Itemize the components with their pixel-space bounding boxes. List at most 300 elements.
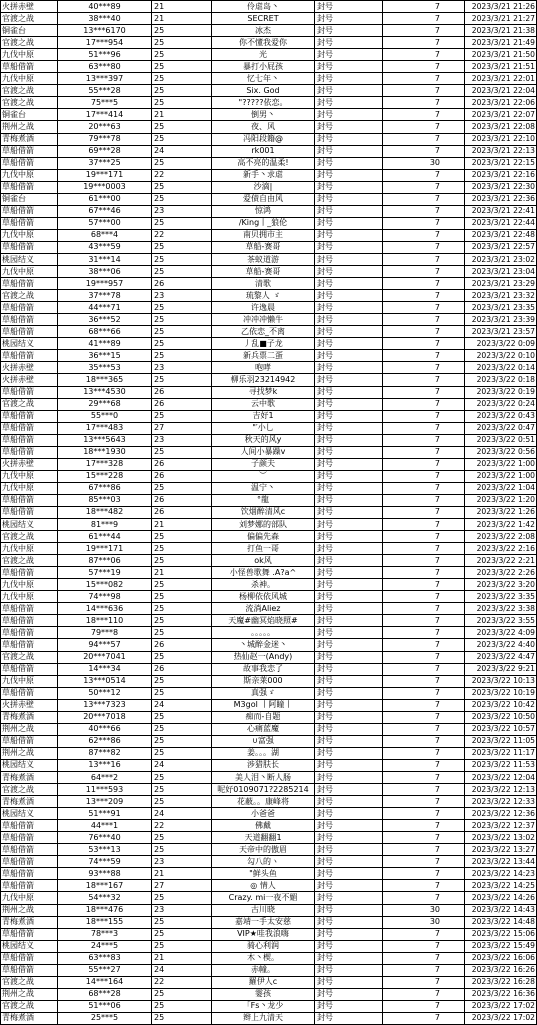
server-cell: 草船借箭 (1, 567, 58, 579)
timestamp-cell: 2023/3/22 14:23 (465, 868, 537, 880)
ban-days-cell: 7 (383, 97, 465, 109)
level-cell: 25 (152, 711, 212, 723)
status-cell: 封号 (315, 410, 383, 422)
server-cell: 九伐中原 (1, 470, 58, 482)
timestamp-cell: 2023/3/22 10:13 (465, 675, 537, 687)
timestamp-cell: 2023/3/21 23:02 (465, 253, 537, 265)
server-cell: 官渡之战 (1, 651, 58, 663)
level-cell: 25 (152, 651, 212, 663)
server-cell: 草船借箭 (1, 494, 58, 506)
server-cell: 火拼赤壁 (1, 458, 58, 470)
ban-days-cell: 7 (383, 169, 465, 181)
server-cell: 草船借箭 (1, 350, 58, 362)
ban-days-cell: 7 (383, 772, 465, 784)
server-cell: 九伐中原 (1, 266, 58, 278)
table-row (1, 832, 537, 844)
table-row (1, 121, 537, 133)
status-cell: 封号 (315, 928, 383, 940)
ban-days-cell: 7 (383, 759, 465, 771)
level-cell: 26 (152, 386, 212, 398)
level-cell: 23 (152, 290, 212, 302)
status-cell: 封号 (315, 519, 383, 531)
timestamp-cell: 2023/3/21 22:15 (465, 157, 537, 169)
level-cell: 25 (152, 253, 212, 265)
account-id-cell: 18***155 (58, 916, 152, 928)
table-row (1, 374, 537, 386)
table-row (1, 759, 537, 771)
ban-days-cell: 7 (383, 627, 465, 639)
level-cell: 27 (152, 422, 212, 434)
timestamp-cell: 2023/3/21 23:32 (465, 290, 537, 302)
nickname-cell: 花蔽。。康峰将 (212, 796, 315, 808)
account-id-cell: 36***15 (58, 350, 152, 362)
level-cell: 25 (152, 350, 212, 362)
server-cell: 荆州之战 (1, 121, 58, 133)
status-cell: 封号 (315, 37, 383, 49)
status-cell: 封号 (315, 398, 383, 410)
status-cell: 封号 (315, 506, 383, 518)
nickname-cell: 沙滴| (212, 181, 315, 193)
nickname-cell: 温宁丶 (212, 482, 315, 494)
server-cell: 官渡之战 (1, 531, 58, 543)
status-cell: 封号 (315, 494, 383, 506)
ban-days-cell: 7 (383, 639, 465, 651)
server-cell: 草船借箭 (1, 832, 58, 844)
table-row (1, 603, 537, 615)
ban-days-cell: 7 (383, 37, 465, 49)
ban-days-cell: 7 (383, 302, 465, 314)
nickname-cell: 热仙赵一(Andy) (212, 651, 315, 663)
server-cell: 草船借箭 (1, 181, 58, 193)
account-id-cell: 13***4530 (58, 386, 152, 398)
nickname-cell: 杀神。 (212, 579, 315, 591)
table-row (1, 844, 537, 856)
table-row (1, 326, 537, 338)
level-cell: 24 (152, 699, 212, 711)
ban-days-cell: 7 (383, 711, 465, 723)
ban-days-cell: 7 (383, 374, 465, 386)
account-id-cell: 55***27 (58, 964, 152, 976)
account-id-cell: 17***328 (58, 458, 152, 470)
account-id-cell: 36***52 (58, 314, 152, 326)
account-id-cell: 51***91 (58, 808, 152, 820)
nickname-cell: 光 (212, 49, 315, 61)
nickname-cell: 乙依恋_不离 (212, 326, 315, 338)
nickname-cell: 羅伊人c (212, 976, 315, 988)
server-cell: 火拼赤壁 (1, 374, 58, 386)
account-id-cell: 51***06 (58, 1000, 152, 1012)
table-row (1, 410, 537, 422)
nickname-cell: 倒男丶 (212, 109, 315, 121)
account-id-cell: 53***13 (58, 844, 152, 856)
account-id-cell: 87***06 (58, 555, 152, 567)
timestamp-cell: 2023/3/22 14:43 (465, 904, 537, 916)
table-row (1, 531, 537, 543)
server-cell: 草船借箭 (1, 735, 58, 747)
status-cell: 封号 (315, 193, 383, 205)
nickname-cell: 饮烟醉清风c (212, 506, 315, 518)
nickname-cell: 偏偏先森 (212, 531, 315, 543)
account-id-cell: 18***476 (58, 904, 152, 916)
ban-days-cell: 7 (383, 109, 465, 121)
server-cell: 草船借箭 (1, 326, 58, 338)
nickname-cell: 杨柳依依风城 (212, 591, 315, 603)
ban-days-cell: 7 (383, 723, 465, 735)
status-cell: 封号 (315, 145, 383, 157)
account-id-cell: 19***171 (58, 169, 152, 181)
level-cell: 25 (152, 555, 212, 567)
nickname-cell: 咆哮 (212, 362, 315, 374)
status-cell: 封号 (315, 820, 383, 832)
table-row (1, 169, 537, 181)
level-cell: 25 (152, 73, 212, 85)
account-id-cell: 64***2 (58, 772, 152, 784)
nickname-cell: 佛戴 (212, 820, 315, 832)
account-id-cell: 15***082 (58, 579, 152, 591)
timestamp-cell: 2023/3/22 10:42 (465, 699, 537, 711)
account-id-cell: 18***1930 (58, 446, 152, 458)
timestamp-cell: 2023/3/22 4:47 (465, 651, 537, 663)
account-id-cell: 24***5 (58, 940, 152, 952)
level-cell: 25 (152, 603, 212, 615)
timestamp-cell: 2023/3/21 23:57 (465, 326, 537, 338)
table-row (1, 302, 537, 314)
table-row (1, 37, 537, 49)
status-cell: 封号 (315, 157, 383, 169)
timestamp-cell: 2023/3/22 13:02 (465, 832, 537, 844)
nickname-cell: 小怪兽歌舞 .A?a^ (212, 567, 315, 579)
timestamp-cell: 2023/3/21 22:07 (465, 109, 537, 121)
ban-days-cell: 7 (383, 470, 465, 482)
status-cell: 封号 (315, 808, 383, 820)
level-cell: 25 (152, 97, 212, 109)
ban-days-cell: 7 (383, 350, 465, 362)
status-cell: 封号 (315, 446, 383, 458)
table-row (1, 928, 537, 940)
account-id-cell: 11***593 (58, 784, 152, 796)
status-cell: 封号 (315, 470, 383, 482)
table-row (1, 386, 537, 398)
table-row (1, 567, 537, 579)
table-row (1, 145, 537, 157)
table-row (1, 880, 537, 892)
timestamp-cell: 2023/3/22 1:00 (465, 470, 537, 482)
status-cell: 封号 (315, 880, 383, 892)
table-body (1, 1, 537, 1025)
status-cell: 封号 (315, 772, 383, 784)
ban-days-cell: 7 (383, 398, 465, 410)
ban-days-cell: 7 (383, 205, 465, 217)
status-cell: 封号 (315, 904, 383, 916)
timestamp-cell: 2023/3/22 1:20 (465, 494, 537, 506)
table-row (1, 470, 537, 482)
server-cell: 草船借箭 (1, 603, 58, 615)
table-row (1, 458, 537, 470)
status-cell: 封号 (315, 735, 383, 747)
ban-days-cell: 7 (383, 603, 465, 615)
status-cell: 封号 (315, 868, 383, 880)
level-cell: 25 (152, 85, 212, 97)
ban-days-cell: 7 (383, 253, 465, 265)
server-cell: 草船借箭 (1, 820, 58, 832)
level-cell: 26 (152, 398, 212, 410)
level-cell: 25 (152, 531, 212, 543)
ban-days-cell: 7 (383, 832, 465, 844)
table-row (1, 398, 537, 410)
account-id-cell: 13***5643 (58, 434, 152, 446)
level-cell: 25 (152, 543, 212, 555)
server-cell: 草船借箭 (1, 506, 58, 518)
table-row (1, 49, 537, 61)
table-row (1, 290, 537, 302)
nickname-cell: 故事我恋了 (212, 663, 315, 675)
level-cell: 25 (152, 326, 212, 338)
timestamp-cell: 2023/3/22 3:55 (465, 615, 537, 627)
status-cell: 封号 (315, 1000, 383, 1012)
timestamp-cell: 2023/3/22 15:49 (465, 940, 537, 952)
status-cell: 封号 (315, 615, 383, 627)
nickname-cell: 美人泪丶断人肠 (212, 772, 315, 784)
level-cell: 21 (152, 519, 212, 531)
timestamp-cell: 2023/3/22 1:42 (465, 519, 537, 531)
server-cell: 草船借箭 (1, 241, 58, 253)
table-row (1, 1012, 537, 1024)
server-cell: 桃园结义 (1, 519, 58, 531)
account-id-cell: 14***636 (58, 603, 152, 615)
ban-days-cell: 7 (383, 820, 465, 832)
nickname-cell: 打鱼一哥 (212, 543, 315, 555)
account-id-cell: 13***209 (58, 796, 152, 808)
status-cell: 封号 (315, 940, 383, 952)
status-cell: 封号 (315, 1012, 383, 1024)
table-row (1, 699, 537, 711)
table-row (1, 519, 537, 531)
nickname-cell: 云中歌 (212, 398, 315, 410)
level-cell: 26 (152, 663, 212, 675)
ban-days-cell: 7 (383, 1000, 465, 1012)
account-id-cell: 79***78 (58, 133, 152, 145)
timestamp-cell: 2023/3/22 0:14 (465, 362, 537, 374)
status-cell: 封号 (315, 687, 383, 699)
status-cell: 封号 (315, 266, 383, 278)
table-row (1, 362, 537, 374)
timestamp-cell: 2023/3/22 12:04 (465, 772, 537, 784)
status-cell: 封号 (315, 314, 383, 326)
account-id-cell: 54***32 (58, 892, 152, 904)
level-cell: 25 (152, 157, 212, 169)
timestamp-cell: 2023/3/22 0:10 (465, 350, 537, 362)
ban-days-cell: 7 (383, 25, 465, 37)
level-cell: 25 (152, 302, 212, 314)
status-cell: 封号 (315, 362, 383, 374)
nickname-cell: 。。。。。 (212, 627, 315, 639)
table-row (1, 820, 537, 832)
level-cell: 26 (152, 639, 212, 651)
server-cell: 青梅煮酒 (1, 1012, 58, 1024)
nickname-cell: 真强ゞ (212, 687, 315, 699)
server-cell: 草船借箭 (1, 952, 58, 964)
timestamp-cell: 2023/3/21 22:06 (465, 97, 537, 109)
status-cell: 封号 (315, 386, 383, 398)
account-id-cell: 62***86 (58, 735, 152, 747)
server-cell: 九伐中原 (1, 579, 58, 591)
table-row (1, 868, 537, 880)
server-cell: 桃园结义 (1, 759, 58, 771)
ban-days-cell: 7 (383, 543, 465, 555)
timestamp-cell: 2023/3/21 22:48 (465, 229, 537, 241)
status-cell: 封号 (315, 253, 383, 265)
nickname-cell: 霎孩 (212, 988, 315, 1000)
nickname-cell: ︶ (212, 470, 315, 482)
ban-days-cell: 7 (383, 266, 465, 278)
server-cell: 草船借箭 (1, 157, 58, 169)
account-id-cell: 20***63 (58, 121, 152, 133)
account-id-cell: 38***06 (58, 266, 152, 278)
timestamp-cell: 2023/3/21 21:38 (465, 25, 537, 37)
server-cell: 官渡之战 (1, 976, 58, 988)
timestamp-cell: 2023/3/21 21:50 (465, 49, 537, 61)
status-cell: 封号 (315, 844, 383, 856)
timestamp-cell: 2023/3/21 22:44 (465, 217, 537, 229)
account-id-cell: 44***1 (58, 820, 152, 832)
nickname-cell: 子颜夫 (212, 458, 315, 470)
timestamp-cell: 2023/3/22 4:09 (465, 627, 537, 639)
timestamp-cell: 2023/3/21 22:08 (465, 121, 537, 133)
table-row (1, 446, 537, 458)
status-cell: 封号 (315, 73, 383, 85)
nickname-cell: ◎ 情人 (212, 880, 315, 892)
nickname-cell: 新手丶求虐 (212, 169, 315, 181)
server-cell: 荆州之战 (1, 904, 58, 916)
server-cell: 桃园结义 (1, 808, 58, 820)
timestamp-cell: 2023/3/21 23:04 (465, 266, 537, 278)
account-id-cell: 85***03 (58, 494, 152, 506)
status-cell: 封号 (315, 579, 383, 591)
timestamp-cell: 2023/3/22 13:44 (465, 856, 537, 868)
timestamp-cell: 2023/3/22 14:48 (465, 916, 537, 928)
level-cell: 21 (152, 13, 212, 25)
ban-days-cell: 30 (383, 157, 465, 169)
ban-days-cell: 7 (383, 615, 465, 627)
level-cell: 23 (152, 362, 212, 374)
ban-days-cell: 7 (383, 531, 465, 543)
table-row (1, 555, 537, 567)
level-cell: 25 (152, 988, 212, 1000)
ban-days-cell: 7 (383, 181, 465, 193)
status-cell: 封号 (315, 711, 383, 723)
ban-days-cell: 7 (383, 217, 465, 229)
account-id-cell: 31***14 (58, 253, 152, 265)
table-row (1, 627, 537, 639)
server-cell: 九伐中原 (1, 169, 58, 181)
level-cell: 22 (152, 820, 212, 832)
ban-days-cell: 7 (383, 567, 465, 579)
table-row (1, 181, 537, 193)
server-cell: 桃园结义 (1, 253, 58, 265)
account-id-cell: 67***46 (58, 205, 152, 217)
table-row (1, 241, 537, 253)
timestamp-cell: 2023/3/22 0:43 (465, 410, 537, 422)
nickname-cell: rk001 (212, 145, 315, 157)
table-row (1, 434, 537, 446)
table-row (1, 952, 537, 964)
level-cell: 25 (152, 217, 212, 229)
server-cell: 草船借箭 (1, 302, 58, 314)
table-row (1, 772, 537, 784)
level-cell: 25 (152, 723, 212, 735)
timestamp-cell: 2023/3/22 2:26 (465, 567, 537, 579)
level-cell: 25 (152, 844, 212, 856)
ban-days-cell: 7 (383, 868, 465, 880)
ban-days-cell: 7 (383, 796, 465, 808)
account-id-cell: 17***483 (58, 422, 152, 434)
ban-days-cell: 7 (383, 73, 465, 85)
server-cell: 九伐中原 (1, 482, 58, 494)
level-cell: 25 (152, 591, 212, 603)
timestamp-cell: 2023/3/22 16:26 (465, 964, 537, 976)
status-cell: 封号 (315, 723, 383, 735)
status-cell: 封号 (315, 85, 383, 97)
ban-days-cell: 7 (383, 940, 465, 952)
account-id-cell: 55***28 (58, 85, 152, 97)
server-cell: 草船借箭 (1, 964, 58, 976)
table-row (1, 205, 537, 217)
account-id-cell: 75***5 (58, 97, 152, 109)
timestamp-cell: 2023/3/22 1:04 (465, 482, 537, 494)
account-id-cell: 67***86 (58, 482, 152, 494)
status-cell: 封号 (315, 603, 383, 615)
level-cell: 23 (152, 904, 212, 916)
level-cell: 22 (152, 169, 212, 181)
server-cell: 官渡之战 (1, 13, 58, 25)
table-row (1, 711, 537, 723)
table-row (1, 314, 537, 326)
nickname-cell: 赤幢。 (212, 964, 315, 976)
ban-days-cell: 7 (383, 844, 465, 856)
ban-days-cell: 7 (383, 193, 465, 205)
nickname-cell: SECRET (212, 13, 315, 25)
table-row (1, 25, 537, 37)
nickname-cell: 天帝中的傲眉 (212, 844, 315, 856)
nickname-cell: 南贝拥市主 (212, 229, 315, 241)
account-id-cell: 15***228 (58, 470, 152, 482)
table-row (1, 253, 537, 265)
nickname-cell: 古川晓 (212, 904, 315, 916)
level-cell: 26 (152, 458, 212, 470)
timestamp-cell: 2023/3/22 16:06 (465, 952, 537, 964)
status-cell: 封号 (315, 567, 383, 579)
status-cell: 封号 (315, 205, 383, 217)
table-row (1, 266, 537, 278)
level-cell: 21 (152, 109, 212, 121)
level-cell: 25 (152, 193, 212, 205)
status-cell: 封号 (315, 796, 383, 808)
ban-days-cell: 7 (383, 362, 465, 374)
table-row (1, 506, 537, 518)
ban-days-cell: 7 (383, 386, 465, 398)
status-cell: 封号 (315, 555, 383, 567)
nickname-cell: ∪富强 (212, 735, 315, 747)
level-cell: 27 (152, 880, 212, 892)
server-cell: 草船借箭 (1, 217, 58, 229)
level-cell: 23 (152, 205, 212, 217)
account-id-cell: 68***28 (58, 988, 152, 1000)
account-id-cell: 14***34 (58, 663, 152, 675)
level-cell: 25 (152, 928, 212, 940)
level-cell: 25 (152, 49, 212, 61)
status-cell: 封号 (315, 290, 383, 302)
nickname-cell: 柳乐羽23214942 (212, 374, 315, 386)
